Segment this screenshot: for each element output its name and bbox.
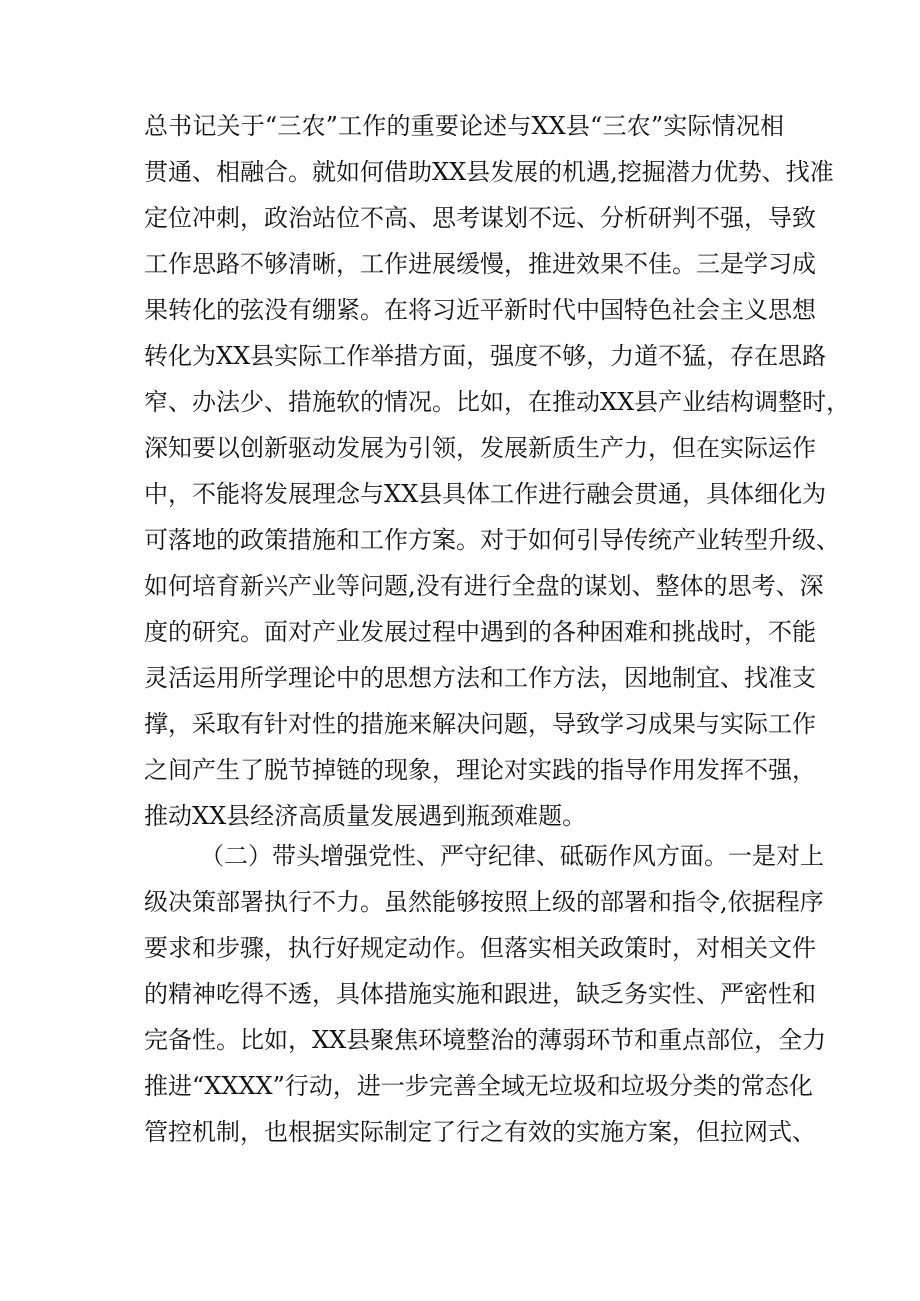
paragraph-line: 窄、办法少、措施软的情况。比如，在推动XX县产业结构调整时，	[144, 388, 851, 416]
paragraph-line: 可落地的政策措施和工作方案。对于如何引导传统产业转型升级、	[144, 526, 840, 554]
paragraph-line: 果转化的弦没有绷紧。在将习近平新时代中国特色社会主义思想	[144, 296, 816, 324]
paragraph-line: 撑，采取有针对性的措施来解决问题，导致学习成果与实际工作	[144, 710, 816, 738]
paragraph-line: 完备性。比如，XX县聚焦环境整治的薄弱环节和重点部位，全力	[144, 1026, 827, 1054]
paragraph-line: 总书记关于“三农”工作的重要论述与XX县“三农”实际情况相	[144, 112, 784, 140]
paragraph-line: 的精神吃得不透，具体措施实施和跟进，缺乏务实性、严密性和	[144, 980, 816, 1008]
paragraph-line: 定位冲刺，政治站位不高、思考谋划不远、分析研判不强，导致	[144, 204, 816, 232]
paragraph-line: 如何培育新兴产业等问题,没有进行全盘的谋划、整体的思考、深	[144, 572, 824, 600]
paragraph-line: 贯通、相融合。就如何借助XX县发展的机遇,挖掘潜力优势、找准	[144, 158, 834, 186]
paragraph-line: 转化为XX县实际工作举措方面，强度不够，力道不猛，存在思路	[144, 342, 827, 370]
paragraph-line: 推进“XXXX”行动，进一步完善全域无垃圾和垃圾分类的常态化	[144, 1072, 813, 1100]
paragraph-line: 灵活运用所学理论中的思想方法和工作方法，因地制宜、找准支	[144, 664, 816, 692]
paragraph-line: 之间产生了脱节掉链的现象，理论对实践的指导作用发挥不强，	[144, 756, 816, 784]
paragraph-line: 要求和步骤，执行好规定动作。但落实相关政策时，对相关文件	[144, 934, 816, 962]
paragraph-line: 推动XX县经济高质量发展遇到瓶颈难题。	[144, 802, 587, 830]
paragraph-line: 级决策部署执行不力。虽然能够按照上级的部署和指令,依据程序	[144, 888, 824, 916]
paragraph-line: 管控机制，也根据实际制定了行之有效的实施方案，但拉网式、	[144, 1118, 816, 1146]
paragraph-line: 中，不能将发展理念与XX县具体工作进行融会贯通，具体细化为	[144, 480, 827, 508]
paragraph-line: 工作思路不够清晰，工作进展缓慢，推进效果不佳。三是学习成	[144, 250, 816, 278]
paragraph-line: 深知要以创新驱动发展为引领，发展新质生产力，但在实际运作	[144, 434, 816, 462]
paragraph-line-indented: （二）带头增强党性、严守纪律、砥砺作风方面。一是对上	[200, 842, 824, 870]
paragraph-line: 度的研究。面对产业发展过程中遇到的各种困难和挑战时，不能	[144, 618, 816, 646]
